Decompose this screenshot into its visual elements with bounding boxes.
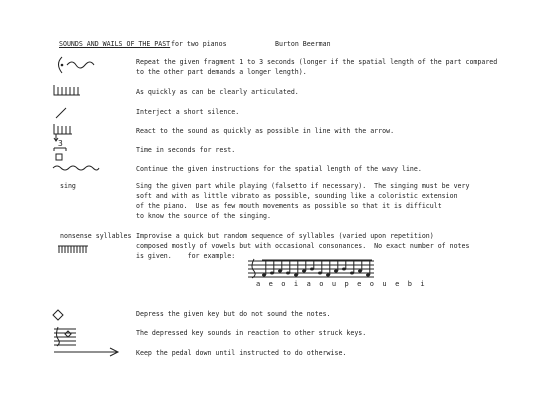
example-syllables: a e o i a o u p e o u e b i <box>256 280 425 288</box>
fermata-wave-icon <box>52 55 97 77</box>
instruction-syllables-line-2: composed mostly of vowels but with occasional consonances. No exact number of notes <box>136 242 470 250</box>
composer-name: Burton Beerman <box>275 40 331 48</box>
instruction-sing-line-4: to know the source of the singing. <box>136 212 271 220</box>
instruction-sing-line-3: of the piano. Use as few mouth movements as possible so that it is difficult <box>136 202 442 210</box>
instruction-react: React to the sound as quickly as possible in line with the arrow. <box>136 127 395 135</box>
diamond-notehead-icon <box>52 309 64 321</box>
slash-icon <box>54 106 68 120</box>
instruction-quickly: As quickly as can be clearly articulated. <box>136 88 299 96</box>
instruction-wavy: Continue the given instructions for the spatial length of the wavy line. <box>136 165 422 173</box>
staff-diamond-icon <box>52 325 78 347</box>
piece-title: SOUNDS AND WAILS OF THE PAST <box>59 40 171 48</box>
note-cluster-icon <box>52 83 82 97</box>
instruction-sing-line-1: Sing the given part while playing (falsetto if necessary). The singing must be very <box>136 182 470 190</box>
instruction-repeat-line-2: to the other part demands a longer length). <box>136 68 307 76</box>
rest-bracket-icon <box>52 139 74 162</box>
piece-subtitle: for two pianos <box>167 40 227 48</box>
instruction-syllables-line-3: is given. for example: <box>136 252 236 260</box>
wavy-line-icon <box>52 163 100 173</box>
label-nonsense-syllables: nonsense syllables <box>60 232 132 240</box>
instruction-sing-line-2: soft and with as little vibrato as possible, sounding like a coloristic extension <box>136 192 458 200</box>
arrow-cluster-icon <box>52 122 74 142</box>
instruction-depressed-sounds: The depressed key sounds in reaction to other struck keys. <box>136 329 367 337</box>
instruction-repeat-line-1: Repeat the given fragment 1 to 3 seconds (longer if the spatial length of the part compared <box>136 58 498 66</box>
instruction-silence: Interject a short silence. <box>136 108 240 116</box>
example-staff <box>246 255 378 281</box>
instruction-pedal: Keep the pedal down until instructed to do otherwise. <box>136 349 347 357</box>
instruction-syllables-line-1: Improvise a quick but random sequence of syllables (varied upon repetition) <box>136 232 434 240</box>
pedal-arrow-icon <box>52 347 122 357</box>
instruction-depress: Depress the given key but do not sound the notes. <box>136 310 331 318</box>
label-sing: sing <box>60 182 76 190</box>
instruction-rest: Time in seconds for rest. <box>136 146 236 154</box>
syllable-cluster-icon <box>56 244 90 254</box>
rest-time-number: 3 <box>58 139 63 148</box>
